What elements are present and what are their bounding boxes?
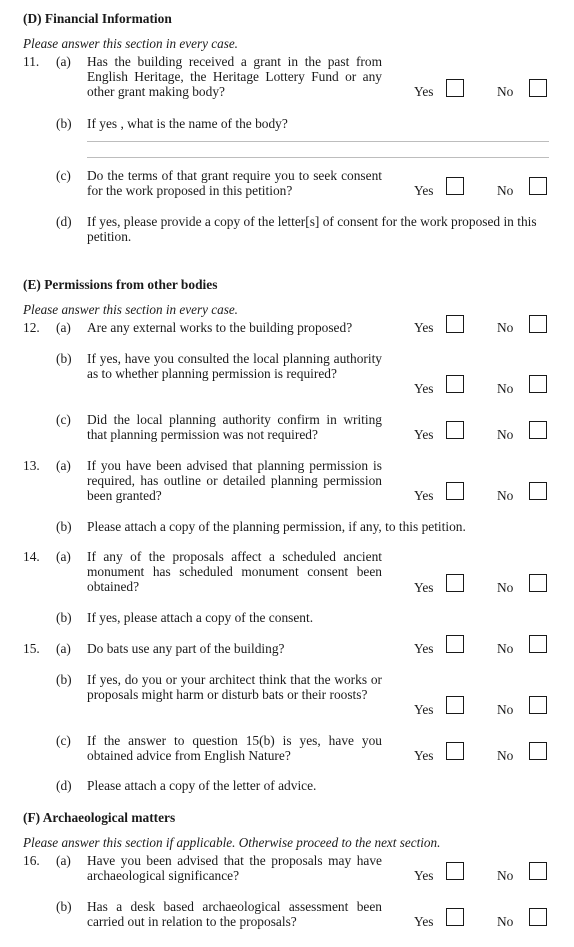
question-12b-no-checkbox[interactable] [529, 375, 547, 393]
question-14b-part: (b) [56, 610, 72, 625]
question-13a-no-label: No [497, 488, 514, 503]
question-15-number: 15. [23, 641, 40, 656]
question-12c-no-label: No [497, 427, 514, 442]
question-12a-yes-label: Yes [414, 320, 434, 335]
question-11c-yes-label: Yes [414, 183, 434, 198]
question-13-number: 13. [23, 458, 40, 473]
question-14b-text: If yes, please attach a copy of the consent. [87, 610, 314, 625]
question-12a-text: Are any external works to the building proposed? [87, 320, 353, 335]
question-13a-text: If you have been advised that planning permission is required, has outline or detailed planning permission been granted? [87, 458, 382, 503]
question-12c-yes-label: Yes [414, 427, 434, 442]
question-12a-yes-checkbox[interactable] [446, 315, 464, 333]
question-12c-yes-checkbox[interactable] [446, 421, 464, 439]
question-15c-yes-checkbox[interactable] [446, 742, 464, 760]
question-13a-yes-checkbox[interactable] [446, 482, 464, 500]
question-12c-no-checkbox[interactable] [529, 421, 547, 439]
question-15a-yes-checkbox[interactable] [446, 635, 464, 653]
question-11b-text: If yes , what is the name of the body? [87, 116, 288, 131]
question-11c-text: Do the terms of that grant require you to seek consent for the work proposed in this petition? [87, 168, 382, 198]
question-11c-part: (c) [56, 168, 71, 183]
question-11a-text: Has the building received a grant in the past from English Heritage, the Heritage Lottery Fund or any other grant making body? [87, 54, 382, 99]
question-14a-yes-checkbox[interactable] [446, 574, 464, 592]
question-15a-yes-label: Yes [414, 641, 434, 656]
question-11d-text: If yes, please provide a copy of the letter[s] of consent for the work proposed in this petition. [87, 214, 537, 244]
question-15b-yes-checkbox[interactable] [446, 696, 464, 714]
question-15a-part: (a) [56, 641, 71, 656]
question-12a-no-checkbox[interactable] [529, 315, 547, 333]
question-16b-part: (b) [56, 899, 72, 914]
question-16a-part: (a) [56, 853, 71, 868]
question-15b-yes-label: Yes [414, 702, 434, 717]
question-11b-answer-line-1[interactable] [87, 141, 549, 142]
question-16a-text: Have you been advised that the proposals may have archaeological significance? [87, 853, 382, 883]
question-11-number: 11. [23, 54, 40, 69]
question-16b-text: Has a desk based archaeological assessment been carried out in relation to the proposals? [87, 899, 382, 929]
question-11b-answer-line-2[interactable] [87, 157, 549, 158]
question-14a-no-checkbox[interactable] [529, 574, 547, 592]
question-15a-text: Do bats use any part of the building? [87, 641, 285, 656]
question-15a-no-checkbox[interactable] [529, 635, 547, 653]
question-15b-no-checkbox[interactable] [529, 696, 547, 714]
question-16a-yes-checkbox[interactable] [446, 862, 464, 880]
question-13b-text: Please attach a copy of the planning permission, if any, to this petition. [87, 519, 466, 534]
question-16-number: 16. [23, 853, 40, 868]
question-13a-part: (a) [56, 458, 71, 473]
question-15c-text: If the answer to question 15(b) is yes, have you obtained advice from English Nature? [87, 733, 382, 763]
question-16b-no-label: No [497, 914, 514, 929]
question-14a-part: (a) [56, 549, 71, 564]
question-14a-text: If any of the proposals affect a scheduled ancient monument has scheduled monument consent been obtained? [87, 549, 382, 594]
question-14a-no-label: No [497, 580, 514, 595]
question-12b-yes-checkbox[interactable] [446, 375, 464, 393]
question-12b-part: (b) [56, 351, 72, 366]
question-11b-part: (b) [56, 116, 72, 131]
section-f-title: (F) Archaeological matters [23, 810, 176, 825]
question-11a-yes-label: Yes [414, 84, 434, 99]
question-12-number: 12. [23, 320, 40, 335]
question-12b-no-label: No [497, 381, 514, 396]
question-15b-part: (b) [56, 672, 72, 687]
section-d-title: (D) Financial Information [23, 11, 172, 26]
question-16a-yes-label: Yes [414, 868, 434, 883]
question-12a-part: (a) [56, 320, 71, 335]
question-14a-yes-label: Yes [414, 580, 434, 595]
question-15c-part: (c) [56, 733, 71, 748]
question-13a-no-checkbox[interactable] [529, 482, 547, 500]
question-11d-part: (d) [56, 214, 72, 229]
question-11c-yes-checkbox[interactable] [446, 177, 464, 195]
question-14-number: 14. [23, 549, 40, 564]
question-16b-yes-label: Yes [414, 914, 434, 929]
question-12a-no-label: No [497, 320, 514, 335]
question-11c-no-checkbox[interactable] [529, 177, 547, 195]
section-e-instruction: Please answer this section in every case. [23, 302, 238, 317]
question-15d-part: (d) [56, 778, 72, 793]
question-15a-no-label: No [497, 641, 514, 656]
question-12c-text: Did the local planning authority confirm in writing that planning permission was not required? [87, 412, 382, 442]
question-11a-no-checkbox[interactable] [529, 79, 547, 97]
section-f-instruction: Please answer this section if applicable. Otherwise proceed to the next section. [23, 835, 441, 850]
question-13a-yes-label: Yes [414, 488, 434, 503]
question-15c-no-label: No [497, 748, 514, 763]
question-15b-text: If yes, do you or your architect think that the works or proposals might harm or disturb bats or their roosts? [87, 672, 382, 702]
question-11a-yes-checkbox[interactable] [446, 79, 464, 97]
question-16a-no-label: No [497, 868, 514, 883]
section-e-title: (E) Permissions from other bodies [23, 277, 218, 292]
question-16a-no-checkbox[interactable] [529, 862, 547, 880]
question-11a-no-label: No [497, 84, 514, 99]
question-12b-yes-label: Yes [414, 381, 434, 396]
question-15c-no-checkbox[interactable] [529, 742, 547, 760]
question-13b-part: (b) [56, 519, 72, 534]
question-12b-text: If yes, have you consulted the local planning authority as to whether planning permission is required? [87, 351, 382, 381]
question-16b-yes-checkbox[interactable] [446, 908, 464, 926]
question-12c-part: (c) [56, 412, 71, 427]
question-16b-no-checkbox[interactable] [529, 908, 547, 926]
section-d-instruction: Please answer this section in every case. [23, 36, 238, 51]
question-11a-part: (a) [56, 54, 71, 69]
question-15d-text: Please attach a copy of the letter of advice. [87, 778, 317, 793]
question-15c-yes-label: Yes [414, 748, 434, 763]
question-15b-no-label: No [497, 702, 514, 717]
question-11c-no-label: No [497, 183, 514, 198]
